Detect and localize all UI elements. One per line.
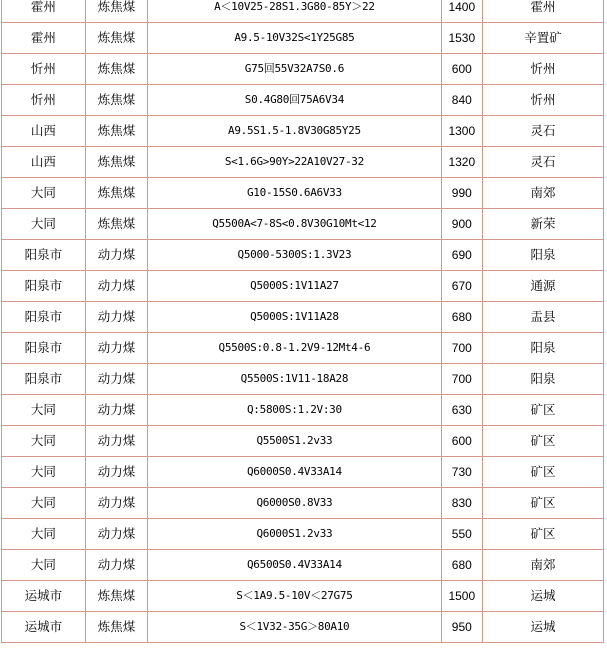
table-row (2, 85, 604, 116)
origin-cell: 矿区 (482, 488, 603, 519)
spec-cell: Q6000S0.8V33 (148, 488, 441, 519)
table-row (2, 209, 604, 240)
origin-cell: 阳泉 (482, 240, 603, 271)
coal-type-cell: 炼焦煤 (85, 209, 148, 240)
table-row (2, 364, 604, 395)
price-cell: 840 (441, 85, 482, 116)
price-cell: 730 (441, 457, 482, 488)
spec-cell: Q6000S0.4V33A14 (148, 457, 441, 488)
origin-cell: 矿区 (482, 457, 603, 488)
region-cell: 山西 (2, 116, 86, 147)
coal-type-cell: 炼焦煤 (85, 116, 148, 147)
price-cell: 600 (441, 426, 482, 457)
price-cell: 690 (441, 240, 482, 271)
coal-type-cell: 动力煤 (85, 395, 148, 426)
region-cell: 大同 (2, 209, 86, 240)
coal-type-cell: 炼焦煤 (85, 0, 148, 23)
spec-cell: Q5500S:1V11-18A28 (148, 364, 441, 395)
origin-cell: 辛置矿 (482, 23, 603, 54)
region-cell: 阳泉市 (2, 271, 86, 302)
spec-cell: Q6500S0.4V33A14 (148, 550, 441, 581)
region-cell: 大同 (2, 426, 86, 457)
price-cell: 600 (441, 54, 482, 85)
table-row (2, 395, 604, 426)
region-cell: 大同 (2, 488, 86, 519)
table-row (2, 147, 604, 178)
region-cell: 霍州 (2, 23, 86, 54)
table-row (2, 178, 604, 209)
table-row (2, 519, 604, 550)
spec-cell: G75回55V32A7S0.6 (148, 54, 441, 85)
coal-type-cell: 动力煤 (85, 550, 148, 581)
origin-cell: 阳泉 (482, 364, 603, 395)
region-cell: 山西 (2, 147, 86, 178)
table-row (2, 457, 604, 488)
price-cell: 680 (441, 302, 482, 333)
region-cell: 大同 (2, 457, 86, 488)
origin-cell: 矿区 (482, 426, 603, 457)
table-row (2, 54, 604, 85)
region-cell: 忻州 (2, 85, 86, 116)
price-cell: 1400 (441, 0, 482, 23)
coal-type-cell: 动力煤 (85, 426, 148, 457)
spec-cell: S＜1V32-35G＞80A10 (148, 612, 441, 643)
spec-cell: Q5500A<7-8S<0.8V30G10Mt<12 (148, 209, 441, 240)
origin-cell: 通源 (482, 271, 603, 302)
price-cell: 990 (441, 178, 482, 209)
spec-cell: Q:5800S:1.2V:30 (148, 395, 441, 426)
price-cell: 830 (441, 488, 482, 519)
spec-cell: Q5000-5300S:1.3V23 (148, 240, 441, 271)
table-row (2, 0, 604, 23)
region-cell: 大同 (2, 550, 86, 581)
table-row (2, 240, 604, 271)
origin-cell: 运城 (482, 581, 603, 612)
price-cell: 680 (441, 550, 482, 581)
table-row (2, 612, 604, 643)
table-row (2, 271, 604, 302)
spec-cell: S＜1A9.5-10V＜27G75 (148, 581, 441, 612)
origin-cell: 矿区 (482, 395, 603, 426)
table-row (2, 488, 604, 519)
coal-type-cell: 动力煤 (85, 271, 148, 302)
price-cell: 550 (441, 519, 482, 550)
region-cell: 霍州 (2, 0, 86, 23)
origin-cell: 忻州 (482, 85, 603, 116)
region-cell: 阳泉市 (2, 333, 86, 364)
spec-cell: Q5000S:1V11A28 (148, 302, 441, 333)
region-cell: 忻州 (2, 54, 86, 85)
spec-cell: Q6000S1.2v33 (148, 519, 441, 550)
region-cell: 运城市 (2, 612, 86, 643)
coal-type-cell: 动力煤 (85, 333, 148, 364)
region-cell: 大同 (2, 178, 86, 209)
spec-cell: G10-15S0.6A6V33 (148, 178, 441, 209)
region-cell: 阳泉市 (2, 302, 86, 333)
price-cell: 630 (441, 395, 482, 426)
price-cell: 700 (441, 333, 482, 364)
coal-type-cell: 动力煤 (85, 519, 148, 550)
origin-cell: 阳泉 (482, 333, 603, 364)
table-row (2, 23, 604, 54)
table-body (2, 0, 604, 643)
coal-type-cell: 炼焦煤 (85, 178, 148, 209)
table-row (2, 302, 604, 333)
price-cell: 900 (441, 209, 482, 240)
price-cell: 950 (441, 612, 482, 643)
coal-price-table (1, 0, 604, 643)
origin-cell: 运城 (482, 612, 603, 643)
origin-cell: 盂县 (482, 302, 603, 333)
spec-cell: S<1.6G>90Y>22A10V27-32 (148, 147, 441, 178)
origin-cell: 灵石 (482, 147, 603, 178)
origin-cell: 南郊 (482, 550, 603, 581)
origin-cell: 霍州 (482, 0, 603, 23)
coal-type-cell: 动力煤 (85, 457, 148, 488)
coal-type-cell: 炼焦煤 (85, 612, 148, 643)
price-cell: 670 (441, 271, 482, 302)
spec-cell: A＜10V25-28S1.3G80-85Y＞22 (148, 0, 441, 23)
coal-type-cell: 动力煤 (85, 364, 148, 395)
spec-cell: Q5000S:1V11A27 (148, 271, 441, 302)
origin-cell: 南郊 (482, 178, 603, 209)
region-cell: 阳泉市 (2, 240, 86, 271)
origin-cell: 灵石 (482, 116, 603, 147)
region-cell: 阳泉市 (2, 364, 86, 395)
region-cell: 大同 (2, 395, 86, 426)
spec-cell: S0.4G80回75A6V34 (148, 85, 441, 116)
coal-type-cell: 动力煤 (85, 488, 148, 519)
spec-cell: Q5500S1.2v33 (148, 426, 441, 457)
table-row (2, 333, 604, 364)
spec-cell: A9.5S1.5-1.8V30G85Y25 (148, 116, 441, 147)
spec-cell: A9.5-10V32S<1Y25G85 (148, 23, 441, 54)
coal-type-cell: 炼焦煤 (85, 54, 148, 85)
table-row (2, 550, 604, 581)
price-cell: 1500 (441, 581, 482, 612)
price-cell: 1320 (441, 147, 482, 178)
origin-cell: 矿区 (482, 519, 603, 550)
coal-type-cell: 动力煤 (85, 240, 148, 271)
coal-type-cell: 炼焦煤 (85, 581, 148, 612)
region-cell: 大同 (2, 519, 86, 550)
table-row (2, 581, 604, 612)
origin-cell: 新荣 (482, 209, 603, 240)
coal-type-cell: 动力煤 (85, 302, 148, 333)
price-cell: 1530 (441, 23, 482, 54)
region-cell: 运城市 (2, 581, 86, 612)
price-cell: 1300 (441, 116, 482, 147)
price-cell: 700 (441, 364, 482, 395)
coal-type-cell: 炼焦煤 (85, 23, 148, 54)
origin-cell: 忻州 (482, 54, 603, 85)
coal-type-cell: 炼焦煤 (85, 147, 148, 178)
spec-cell: Q5500S:0.8-1.2V9-12Mt4-6 (148, 333, 441, 364)
table-row (2, 116, 604, 147)
table-row (2, 426, 604, 457)
coal-type-cell: 炼焦煤 (85, 85, 148, 116)
